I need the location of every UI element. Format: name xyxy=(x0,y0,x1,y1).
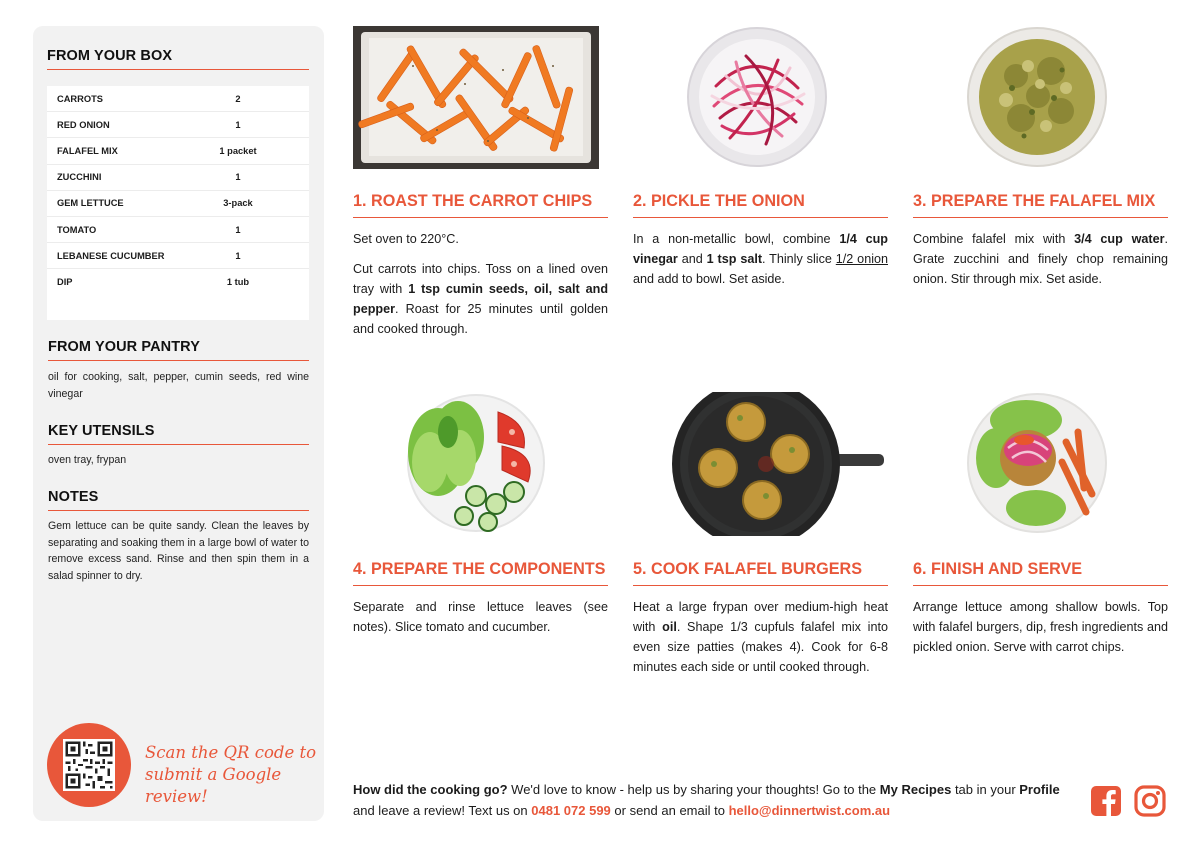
step-4-body xyxy=(353,597,608,647)
text-run: My Recipes xyxy=(879,782,952,797)
notes-title: NOTES xyxy=(48,489,309,511)
step-2-body xyxy=(633,229,888,299)
text-run: 1/2 onion xyxy=(835,252,888,266)
text-run: How did the cooking go? xyxy=(353,782,508,797)
salad-plate-photo xyxy=(398,392,548,534)
qr-caption-line: Scan the QR code to xyxy=(145,743,317,762)
text-run: and add to bowl. Set aside. xyxy=(633,272,785,286)
from-box-table xyxy=(47,86,309,320)
text-run: or send an email to xyxy=(610,803,729,818)
step-6-text: Arrange lettuce among shallow bowls. Top with falafel burgers, dip, fresh ingredients and pickled onion. Serve with carrot chips. xyxy=(913,600,1168,654)
table-row xyxy=(47,112,309,138)
frypan-photo xyxy=(666,392,886,536)
step-5-text xyxy=(633,597,888,677)
pantry-text: oil for cooking, salt, pepper, cumin seeds, red wine vinegar xyxy=(48,371,309,400)
text-run: . Thinly slice xyxy=(762,252,836,266)
step-3-title: 3. PREPARE THE FALAFEL MIX xyxy=(913,192,1168,218)
finished-dish-photo xyxy=(966,392,1108,534)
item-qty: 3-pack xyxy=(223,198,253,209)
table-row xyxy=(47,269,309,295)
onion-bowl-photo xyxy=(686,26,828,168)
text-run: Heat a large frypan over medium-high heat with xyxy=(633,600,888,634)
item-name: ZUCCHINI xyxy=(57,172,102,183)
qr-caption-line: submit a Google review! xyxy=(145,765,282,806)
step-1-text xyxy=(353,259,608,339)
step-5-title: 5. COOK FALAFEL BURGERS xyxy=(633,560,888,586)
utensils-text: oven tray, frypan xyxy=(48,454,127,466)
pantry-title: FROM YOUR PANTRY xyxy=(48,339,309,361)
step-1-text: Set oven to 220°C. xyxy=(353,232,459,246)
text-run: . Shape 1/3 cupfuls falafel mix into even size patties (makes 4). Cook for 6-8 minutes each side or until cooked through. xyxy=(633,620,888,674)
instagram-icon[interactable] xyxy=(1134,785,1166,817)
ingredients-sidebar xyxy=(33,26,324,821)
step-4-title: 4. PREPARE THE COMPONENTS xyxy=(353,560,608,586)
notes-text: Gem lettuce can be quite sandy. Clean the leaves by separating and soaking them in a large bowl of water to remove excess sand. Rinse and then spin them in a salad spinner to dry. xyxy=(48,520,309,582)
text-run: Cut carrots into chips. Toss on a lined oven tray with xyxy=(353,262,608,296)
item-qty: 1 xyxy=(235,224,241,235)
step-3-text xyxy=(913,229,1168,289)
item-name: GEM LETTUCE xyxy=(57,198,124,209)
text-run: 1/4 cup vinegar xyxy=(633,232,888,266)
step-3-body xyxy=(913,229,1168,299)
text-run: . Roast for 25 minutes until golden and cooked through. xyxy=(353,302,608,336)
text-run: oil xyxy=(662,620,677,634)
carrot-tray-photo xyxy=(353,26,599,169)
text-run: 3/4 cup water xyxy=(1074,232,1165,246)
table-row xyxy=(47,243,309,269)
text-run: In a non-metallic bowl, combine xyxy=(633,232,840,246)
item-qty: 1 xyxy=(235,250,241,261)
qr-code-icon[interactable] xyxy=(63,739,115,791)
item-name: LEBANESE CUCUMBER xyxy=(57,250,165,261)
table-row xyxy=(47,165,309,191)
text-run: and leave a review! Text us on xyxy=(353,803,532,818)
item-qty: 1 tub xyxy=(226,277,250,288)
item-qty: 2 xyxy=(235,93,241,104)
step-6-title: 6. FINISH AND SERVE xyxy=(913,560,1168,586)
qr-caption xyxy=(145,742,324,808)
step-2-title: 2. PICKLE THE ONION xyxy=(633,192,888,218)
step-1-body xyxy=(353,229,608,349)
table-row xyxy=(47,217,309,243)
item-name: RED ONION xyxy=(57,119,110,130)
text-run: Profile xyxy=(1019,782,1060,797)
item-name: TOMATO xyxy=(57,224,97,235)
text-run: Combine falafel mix with xyxy=(913,232,1075,246)
from-box-title: FROM YOUR BOX xyxy=(47,48,309,70)
table-row xyxy=(47,138,309,164)
text-run: 0481 072 599 xyxy=(531,803,611,818)
text-run: and xyxy=(677,252,707,266)
step-1-title: 1. ROAST THE CARROT CHIPS xyxy=(353,192,608,218)
text-run: tab in your xyxy=(951,782,1020,797)
text-run: 1 tsp cumin seeds, oil, salt and pepper xyxy=(353,282,609,316)
item-qty: 1 xyxy=(235,119,241,130)
review-footer xyxy=(353,779,1078,821)
step-2-text xyxy=(633,229,888,289)
item-name: DIP xyxy=(57,277,73,288)
table-row xyxy=(47,86,309,112)
falafel-mix-bowl-photo xyxy=(966,26,1108,168)
text-run: 1 tsp salt xyxy=(706,252,763,266)
item-name: CARROTS xyxy=(57,93,103,104)
item-qty: 1 xyxy=(235,172,241,183)
text-run: hello@dinnertwist.com.au xyxy=(728,803,891,818)
table-row xyxy=(47,191,309,217)
item-qty: 1 packet xyxy=(219,145,257,156)
step-6-body xyxy=(913,597,1168,667)
step-4-text: Separate and rinse lettuce leaves (see notes). Slice tomato and cucumber. xyxy=(353,600,608,634)
step-5-body xyxy=(633,597,888,687)
text-run: . Grate zucchini and finely chop remaining onion. Stir through mix. Set aside. xyxy=(913,232,1169,286)
qr-badge xyxy=(47,723,131,807)
facebook-icon[interactable] xyxy=(1090,785,1122,817)
utensils-title: KEY UTENSILS xyxy=(48,423,309,445)
item-name: FALAFEL MIX xyxy=(57,145,118,156)
text-run: We'd love to know - help us by sharing your thoughts! Go to the xyxy=(507,782,880,797)
